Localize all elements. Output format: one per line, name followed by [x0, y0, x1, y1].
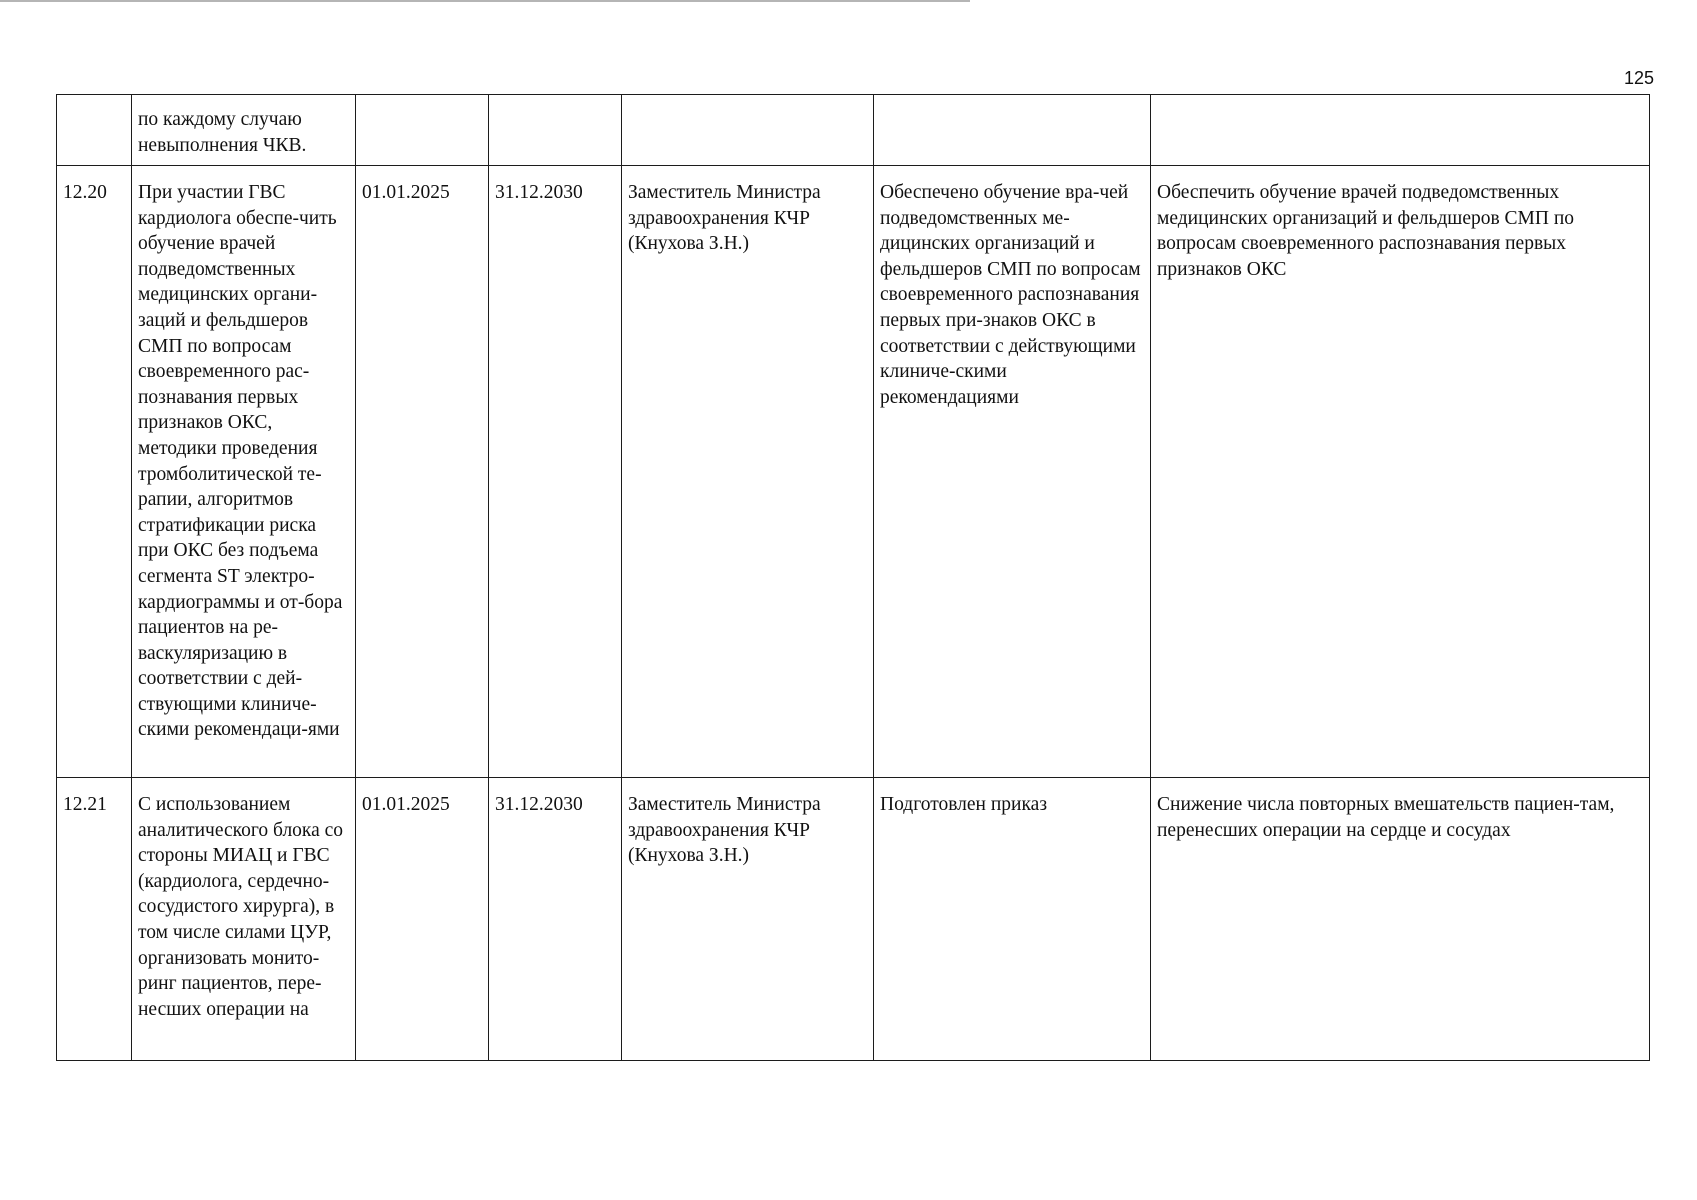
scan-edge-line [0, 0, 970, 2]
cell-task: С использованием аналитического блока со стороны МИАЦ и ГВС (кардиолога, сердечно-сосудистого хирурга), в том числе силами ЦУР, организовать монито-ринг пациентов, пере-несших операции на [132, 778, 356, 1061]
cell-effect: Обеспечить обучение врачей подведомственных медицинских организаций и фельдшеров СМП по вопросам своевременного распознавания первых признаков ОКС [1151, 166, 1650, 778]
table-row-continuation [57, 95, 1650, 166]
action-plan-table [56, 94, 1650, 1061]
cell-task: по каждому случаю невыполнения ЧКВ. [132, 95, 356, 166]
cell-start-date: 01.01.2025 [356, 166, 489, 778]
cell-start-date: 01.01.2025 [356, 778, 489, 1061]
cell-responsible: Заместитель Министра здравоохранения КЧР (Кнухова З.Н.) [622, 166, 874, 778]
cell-task: При участии ГВС кардиолога обеспе-чить обучение врачей подведомственных медицинских органи-заций и фельдшеров СМП по вопросам своевременного рас-познавания первых признаков ОКС, методики проведения тромболитической те-рапии, алгоритмов стратификации риска при ОКС без подъема сегмента ST электро-кардиограммы и от-бора пациентов на ре-васкуляризацию в соответствии с дей-ствующими клиниче-скими рекомендаци-ями [132, 166, 356, 778]
cell-responsible [622, 95, 874, 166]
cell-result: Подготовлен приказ [874, 778, 1151, 1061]
cell-end-date [489, 95, 622, 166]
cell-result [874, 95, 1151, 166]
cell-end-date: 31.12.2030 [489, 778, 622, 1061]
page-number: 125 [1623, 68, 1654, 88]
cell-effect: Снижение числа повторных вмешательств пациен-там, перенесших операции на сердце и сосудах [1151, 778, 1650, 1061]
table-row-12-20 [57, 166, 1650, 778]
cell-start-date [356, 95, 489, 166]
cell-number: 12.20 [57, 166, 132, 778]
cell-number: 12.21 [57, 778, 132, 1061]
cell-effect [1151, 95, 1650, 166]
cell-result: Обеспечено обучение вра-чей подведомственных ме-дицинских организаций и фельдшеров СМП по вопросам своевременного распознавания первых при-знаков ОКС в соответствии с действующими клиниче-скими рекомендациями [874, 166, 1151, 778]
cell-end-date: 31.12.2030 [489, 166, 622, 778]
cell-number [57, 95, 132, 166]
table-row-12-21 [57, 778, 1650, 1061]
cell-responsible: Заместитель Министра здравоохранения КЧР (Кнухова З.Н.) [622, 778, 874, 1061]
